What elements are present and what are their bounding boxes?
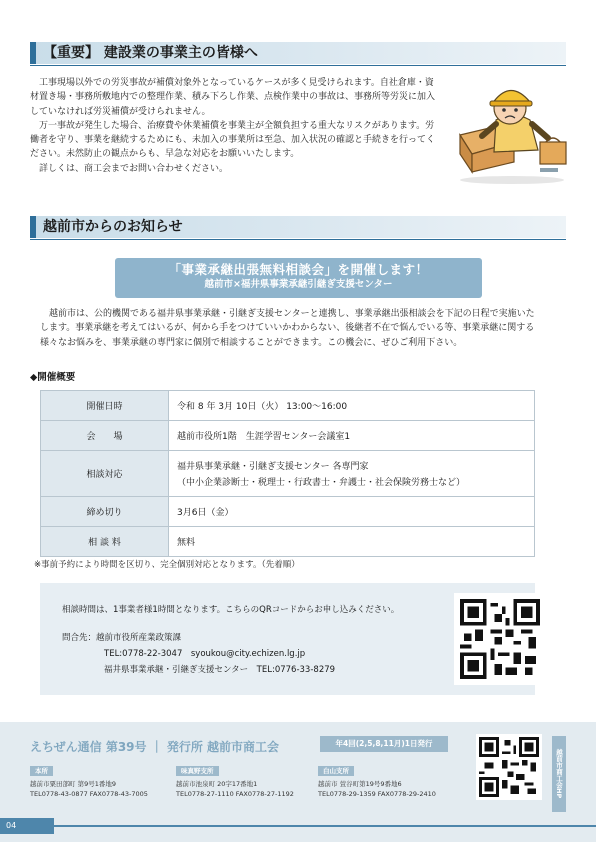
office-shirayama [318,766,436,799]
office-tag: 白山支所 [318,766,354,776]
table-row [41,497,535,527]
row-key: 相 談 料 [41,527,169,557]
reservation-note: ※事前予約により時間を区切り、完全個別対応となります。（先着順） [34,560,300,570]
qr-code-icon [479,737,539,797]
city-title: 越前市からのお知らせ [43,219,183,235]
contact-label: 問合先：越前市役所産業政策課 [62,633,182,643]
office-tag: 本所 [30,766,53,776]
contact-line-city: TEL:0778-22-3047 syoukou@city.echizen.lg.jp [104,649,306,659]
row-value-line-2: （中小企業診断士・税理士・行政書士・弁護士・社会保険労務士など） [177,478,466,488]
newsletter-title: えちぜん通信 第39号 ｜ 発行所 越前市商工会 [30,740,280,754]
office-tag: 味真野支所 [176,766,219,776]
notice-paragraph-3: 詳しくは、商工会までお問い合わせください。 [39,163,229,174]
application-qr-code[interactable] [454,593,546,685]
row-value [169,451,535,497]
page-number-rule [54,825,596,827]
notice-paragraph-2: 万一事故が発生した場合、治療費や休業補償を事業主が全額負担する重大なリスクがあります。労働者を守り、事業を継続するためにも、未加入の事業所は至急、加入状況の確認と手続きを行ってください。未然防止の観点からも、早急な対応をお願いいたします。 [30,120,436,160]
header-underline [30,65,566,66]
row-value-line-1: 福井県事業承継・引継ぎ支援センター 各専門家 [177,462,369,472]
table-row [41,451,535,497]
header-accent-bar [30,42,36,64]
publication-frequency: 年4回(2,5,8,11月)1日発行 [320,736,448,752]
overview-heading: ◆開催概要 [30,372,76,383]
office-address: 越前市粟田部町 第9号1番地9 [30,780,116,788]
worker-illustration [452,80,572,185]
page-number: 04 [0,818,54,834]
office-address: 越前市 萱谷町第19号9番地6 [318,780,402,788]
header-accent-bar [30,216,36,238]
header-underline [30,239,566,240]
homepage-qr-code[interactable] [476,734,542,800]
overview-table [40,390,535,557]
city-section-header [30,216,566,238]
table-row [41,421,535,451]
row-key: 相談対応 [41,451,169,497]
event-banner [115,258,482,298]
notice-section-header [30,42,566,64]
row-key: 開催日時 [41,391,169,421]
office-address: 越前市池泉町 20字17番地1 [176,780,258,788]
city-intro [40,307,540,350]
qr-code-icon [460,599,540,679]
notice-paragraph-1: 工事現場以外での労災事故が補償対象外となっているケースが多く見受けられます。自社倉庫・資材置き場・事務所敷地内での整理作業、積み下ろし作業、点検作業中の事故は、事務所等労災に加入していなければ労災補償が受けられません。 [30,78,436,117]
office-main [30,766,148,799]
office-tel: TEL0778-43-0877 FAX0778-43-7005 [30,790,148,798]
notice-body [30,76,440,176]
contact-box [40,583,535,695]
banner-title: 「事業承継出張無料相談会」を開催します！ [168,262,429,277]
row-value: 越前市役所1階 生涯学習センター会議室1 [169,421,535,451]
office-tel: TEL0778-29-1359 FAX0778-29-2410 [318,790,436,798]
banner-subtitle: 越前市×福井県事業承継引継ぎ支援センター [204,279,393,290]
city-intro-text: 越前市は、公的機関である福井県事業承継・引継ぎ支援センターと連携し、事業承継出張相談会を下記の日程で実施いたします。事業承継を考えてはいるが、何から手をつけていいかわからない、後継者不在で悩んでいる等、事業承継に関する様々なお悩みを、事業承継の専門家に個別で相談することができます。この機会に、ぜひご利用下さい。 [40,309,535,348]
row-key: 会 場 [41,421,169,451]
homepage-label: 越前市商工会HP [552,736,566,812]
table-row [41,527,535,557]
office-tel: TEL0778-27-1110 FAX0778-27-1192 [176,790,294,798]
row-key: 締め切り [41,497,169,527]
contact-line-center: 福井県事業承継・引継ぎ支援センター TEL:0776-33-8279 [104,665,336,675]
office-ajimano [176,766,294,799]
notice-title: 【重要】 建設業の事業主の皆様へ [43,45,258,61]
row-value: 令和 8 年 3月 10日（火） 13:00～16:00 [169,391,535,421]
consult-time-text: 相談時間は、1事業者様1時間となります。こちらのQRコードからお申し込みください。 [62,605,400,615]
table-row [41,391,535,421]
row-value: 無料 [169,527,535,557]
footer [0,722,596,842]
row-value: 3月6日（金） [169,497,535,527]
